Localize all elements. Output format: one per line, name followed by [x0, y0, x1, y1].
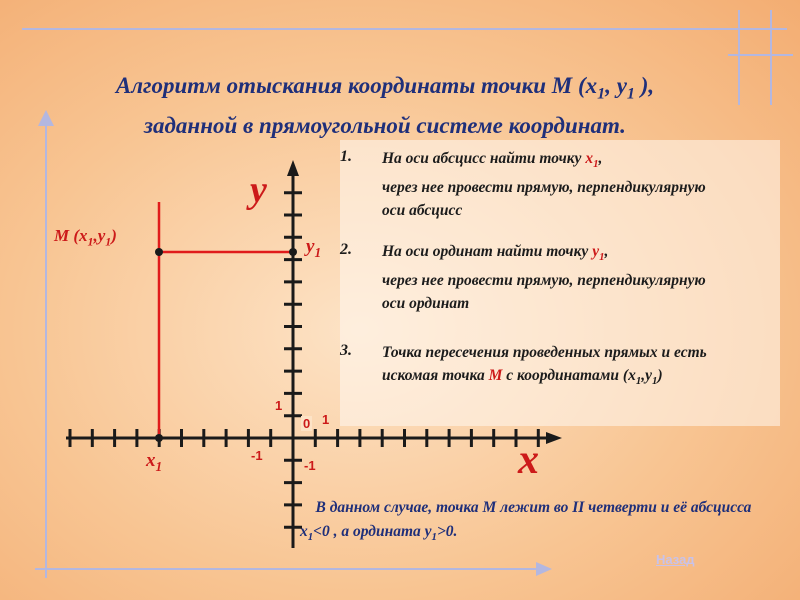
title-sub: 1: [597, 85, 606, 103]
point-m: [155, 248, 163, 256]
x-axis-label: х: [518, 437, 539, 483]
step-1-number: 1.: [340, 148, 352, 165]
step-3-number: 3.: [340, 342, 352, 359]
step-sub: 1: [593, 158, 599, 171]
step-var: х: [585, 150, 594, 167]
point-y1: [289, 248, 297, 256]
y-minus-one-label: -1: [304, 458, 316, 473]
point-label-text: М (х: [54, 226, 88, 245]
step-text: ,: [604, 243, 609, 260]
x-minus-one-label: -1: [251, 448, 263, 463]
step-text: ): [657, 367, 663, 384]
point-label-sub: 1: [87, 234, 94, 249]
step-sub: 1: [599, 251, 605, 264]
step-text: ,: [598, 150, 603, 167]
title-text: Алгоритм отыскания координаты точки М (х: [115, 73, 598, 98]
step-text: через нее провести прямую, перпендикулярную оси ординат: [382, 272, 706, 313]
title-sub: 1: [626, 85, 635, 103]
step-text: ,у: [641, 367, 653, 384]
y-unit-label: 1: [275, 398, 283, 413]
y-axis-label: у: [250, 169, 267, 211]
step-sub: 1: [635, 375, 642, 388]
point-label-sub: 1: [155, 458, 163, 474]
note-text: >0.: [436, 523, 458, 540]
point-x1-label: [146, 450, 162, 475]
conclusion-note: [300, 496, 780, 549]
step-text: Точка пересечения проведенных прямых и есть искомая точка: [382, 344, 707, 384]
step-text: На оси абсцисс найти точку: [382, 150, 586, 167]
title-text: , у: [605, 73, 627, 98]
origin-label: 0: [303, 416, 311, 431]
step-text: с координатами (х: [502, 367, 636, 384]
title-text: ),: [634, 73, 655, 98]
x-axis-arrow: [546, 432, 562, 444]
step-text: через нее провести прямую, перпендикулярную оси абсцисс: [382, 179, 706, 220]
step-2-number: 2.: [340, 241, 352, 258]
point-label-text: ,у: [93, 226, 106, 245]
point-label-text: ): [111, 226, 117, 245]
point-label-text: у: [306, 236, 315, 257]
point-m-label: [54, 226, 117, 249]
y-axis-arrow: [287, 160, 299, 176]
point-x1: [155, 434, 163, 442]
axis-ticks: [70, 193, 538, 528]
note-sub: 1: [431, 531, 437, 544]
step-var: у: [592, 243, 600, 260]
step-sub: 1: [652, 375, 658, 388]
step-text: На оси ординат найти точку: [382, 243, 593, 260]
title-line-2: заданной в прямоугольной системе координат.: [144, 112, 626, 138]
note-text: В данном случае, точка М лежит во II четверти и её абсцисса х: [300, 499, 752, 540]
note-sub: 1: [307, 531, 314, 544]
point-y1-label: [306, 236, 321, 261]
step-var: М: [488, 367, 503, 384]
point-label-sub: 1: [314, 244, 322, 260]
back-link[interactable]: Назад: [656, 552, 695, 567]
point-label-sub: 1: [105, 234, 112, 249]
note-text: <0 , а ордината у: [313, 523, 432, 540]
point-label-text: х: [146, 450, 156, 471]
x-unit-label: 1: [322, 412, 330, 427]
